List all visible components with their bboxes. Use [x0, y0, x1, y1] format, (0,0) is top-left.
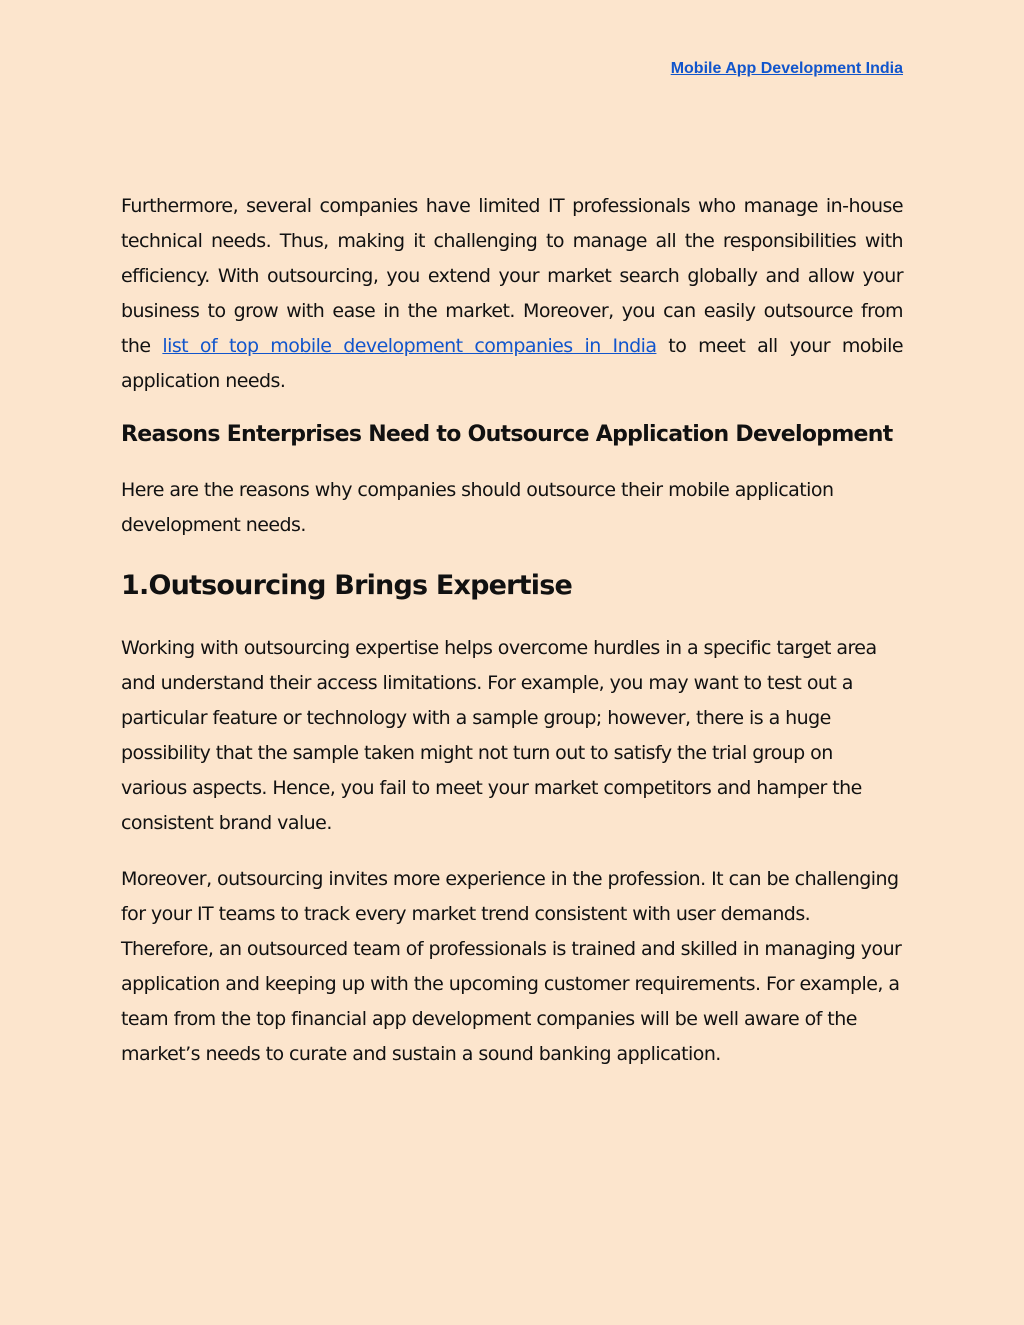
expertise-paragraph-2: Moreover, outsourcing invites more experience in the profession. It can be challenging for your IT teams to track every market trend consistent with user demands. Therefore, an outsourced team of professionals is trained and skilled in managing your application and keeping up with the upcoming customer requirements. For example, a team from the top financial app development companies will be well aware of the market’s needs to curate and sustain a sound banking application.: [121, 868, 902, 1065]
top-companies-link[interactable]: list of top mobile development companies in India: [162, 335, 657, 357]
intro-paragraph-text-before: Furthermore, several companies have limited IT professionals who manage in-house technical needs. Thus, making it challenging to manage all the responsibilities with efficiency. With outsourcing, you extend your market search globally and allow your business to grow with ease in the market. Moreover, you can easily outsource from the: [121, 195, 903, 357]
expertise-paragraph-1: Working with outsourcing expertise helps overcome hurdles in a specific target area and understand their access limitations. For example, you may want to test out a particular feature or technology with a sample group; however, there is a huge possibility that the sample taken might not turn out to satisfy the trial group on various aspects. Hence, you fail to meet your market competitors and hamper the consistent brand value.: [121, 637, 877, 834]
intro-paragraph: [121, 189, 903, 399]
reasons-intro-paragraph: Here are the reasons why companies should outsource their mobile application development needs.: [121, 479, 834, 536]
section-heading-expertise: 1.Outsourcing Brings Expertise: [121, 570, 573, 601]
header-link[interactable]: Mobile App Development India: [670, 60, 903, 77]
document-body: [121, 189, 903, 1072]
intro-paragraph-text-after: to meet all your mobile application needs.: [121, 335, 903, 392]
section-heading-reasons: Reasons Enterprises Need to Outsource Application Development: [121, 422, 893, 447]
